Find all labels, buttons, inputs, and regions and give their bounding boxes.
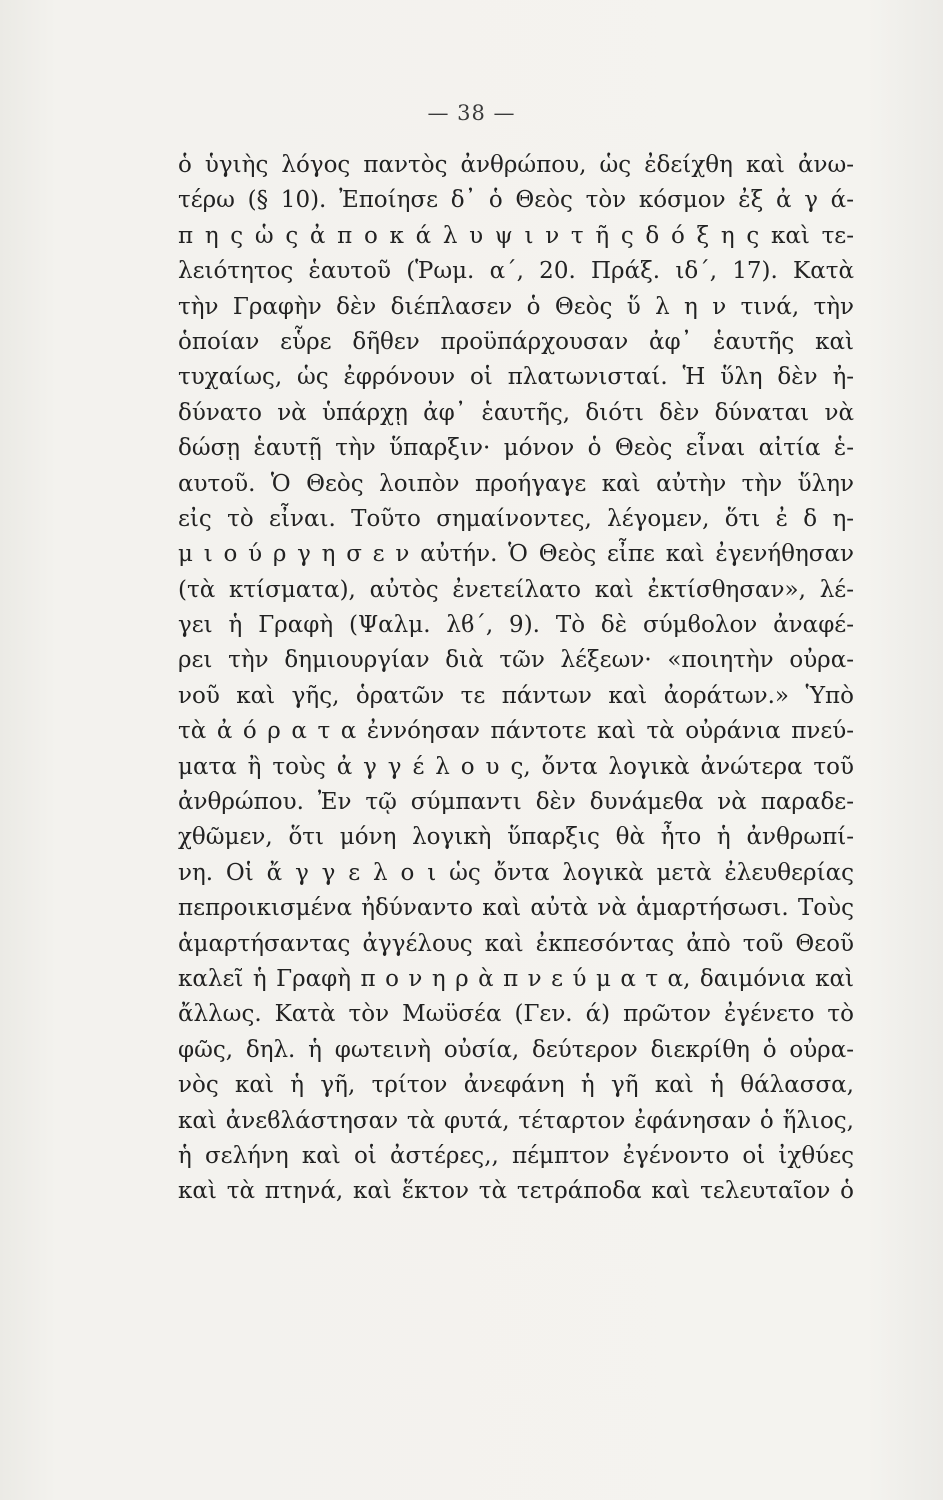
text-line: καὶ τὰ πτηνά, καὶ ἕκτον τὰ τετράποδα καὶ τελευταῖον ὁ [178, 1178, 854, 1205]
page-number: — 38 — [427, 101, 516, 125]
text-line: τὰ ἀ ό ρ α τ α ἐννόησαν πάντοτε καὶ τὰ οὐράνια πνεύ- [178, 718, 854, 745]
text-line: ἁμαρτήσαντας ἀγγέλους καὶ ἐκπεσόντας ἀπὸ τοῦ Θεοῦ [178, 930, 854, 957]
text-line: ὁποίαν εὗρε δῆθεν προϋπάρχουσαν ἀφ᾽ ἑαυτῆς καὶ [178, 328, 854, 355]
text-line: χθῶμεν, ὅτι μόνη λογικὴ ὕπαρξις θὰ ἦτο ἡ ἀνθρωπί- [178, 824, 854, 851]
text-line: εἰς τὸ εἶναι. Τοῦτο σημαίνοντες, λέγομεν, ὅτι ἐ δ η- [178, 505, 854, 532]
text-line: τὴν Γραφὴν δὲν διέπλασεν ὁ Θεὸς ὕ λ η ν τινά, τὴν [178, 293, 854, 320]
text-line: νὸς καὶ ἡ γῆ, τρίτον ἀνεφάνη ἡ γῆ καὶ ἡ θάλασσα, [178, 1072, 854, 1099]
body-text [178, 148, 854, 1210]
text-line: καὶ ἀνεϐλάστησαν τὰ φυτά, τέταρτον ἐφάνησαν ὁ ἥλιος, [178, 1107, 854, 1134]
text-line: ἡ σελήνη καὶ οἱ ἀστέρες,, πέμπτον ἐγένοντο οἱ ἰχθύες [178, 1142, 854, 1169]
text-line: (τὰ κτίσματα), αὐτὸς ἐνετείλατο καὶ ἐκτίσθησαν», λέ- [178, 576, 854, 603]
text-line: καλεῖ ἡ Γραφὴ π ο ν η ρ ὰ π ν ε ύ μ α τ α, δαιμόνια καὶ [178, 965, 854, 992]
text-line: μ ι ο ύ ρ γ η σ ε ν αὐτήν. Ὁ Θεὸς εἶπε καὶ ἐγενήθησαν [178, 541, 854, 568]
text-line: ρει τὴν δημιουργίαν διὰ τῶν λέξεων· «ποιητὴν οὐρα- [178, 647, 854, 674]
text-line: φῶς, δηλ. ἡ φωτεινὴ οὐσία, δεύτερον διεκρίθη ὁ οὐρα- [178, 1036, 854, 1063]
text-line: γει ἡ Γραφὴ (Ψαλμ. λϐ΄, 9). Τὸ δὲ σύμϐολον ἀναφέ- [178, 612, 854, 639]
text-line: δώσῃ ἑαυτῇ τὴν ὕπαρξιν· μόνον ὁ Θεὸς εἶναι αἰτία ἑ- [178, 435, 854, 462]
text-line: νη. Οἱ ἄ γ γ ε λ ο ι ὡς ὄντα λογικὰ μετὰ ἐλευθερίας [178, 859, 854, 886]
text-line: ὁ ὑγιὴς λόγος παντὸς ἀνθρώπου, ὡς ἐδείχθη καὶ ἀνω- [178, 152, 854, 178]
text-line: αυτοῦ. Ὁ Θεὸς λοιπὸν προήγαγε καὶ αὐτὴν τὴν ὕλην [178, 470, 854, 497]
text-line: ἀνθρώπου. Ἐν τῷ σύμπαντι δὲν δυνάμεθα νὰ παραδε- [178, 789, 854, 816]
text-line: πεπροικισμένα ἠδύναντο καὶ αὐτὰ νὰ ἁμαρτήσωσι. Τοὺς [178, 895, 854, 922]
text-line: τυχαίως, ὡς ἐφρόνουν οἱ πλατωνισταί. Ἡ ὕλη δὲν ἠ- [178, 364, 854, 391]
text-line: τέρω (§ 10). Ἐποίησε δ᾽ ὁ Θεὸς τὸν κόσμον ἐξ ἀ γ ά- [178, 187, 854, 214]
text-line: ματα ἢ τοὺς ἀ γ γ έ λ ο υ ς, ὄντα λογικὰ ἀνώτερα τοῦ [178, 753, 854, 780]
text-line: λειότητος ἑαυτοῦ (Ῥωμ. α΄, 20. Πράξ. ιδ΄, 17). Κατὰ [178, 258, 854, 285]
text-line: δύνατο νὰ ὑπάρχῃ ἀφ᾽ ἑαυτῆς, διότι δὲν δύναται νὰ [178, 399, 854, 426]
text-line: ἄλλως. Κατὰ τὸν Μωϋσέα (Γεν. ά) πρῶτον ἐγένετο τὸ [178, 1001, 854, 1028]
text-line: νοῦ καὶ γῆς, ὁρατῶν τε πάντων καὶ ἀοράτων.» Ὑπὸ [178, 682, 854, 709]
text-line: π η ς ὡ ς ἀ π ο κ ά λ υ ψ ι ν τ ῆ ς δ ό ξ η ς καὶ τε- [178, 222, 854, 249]
